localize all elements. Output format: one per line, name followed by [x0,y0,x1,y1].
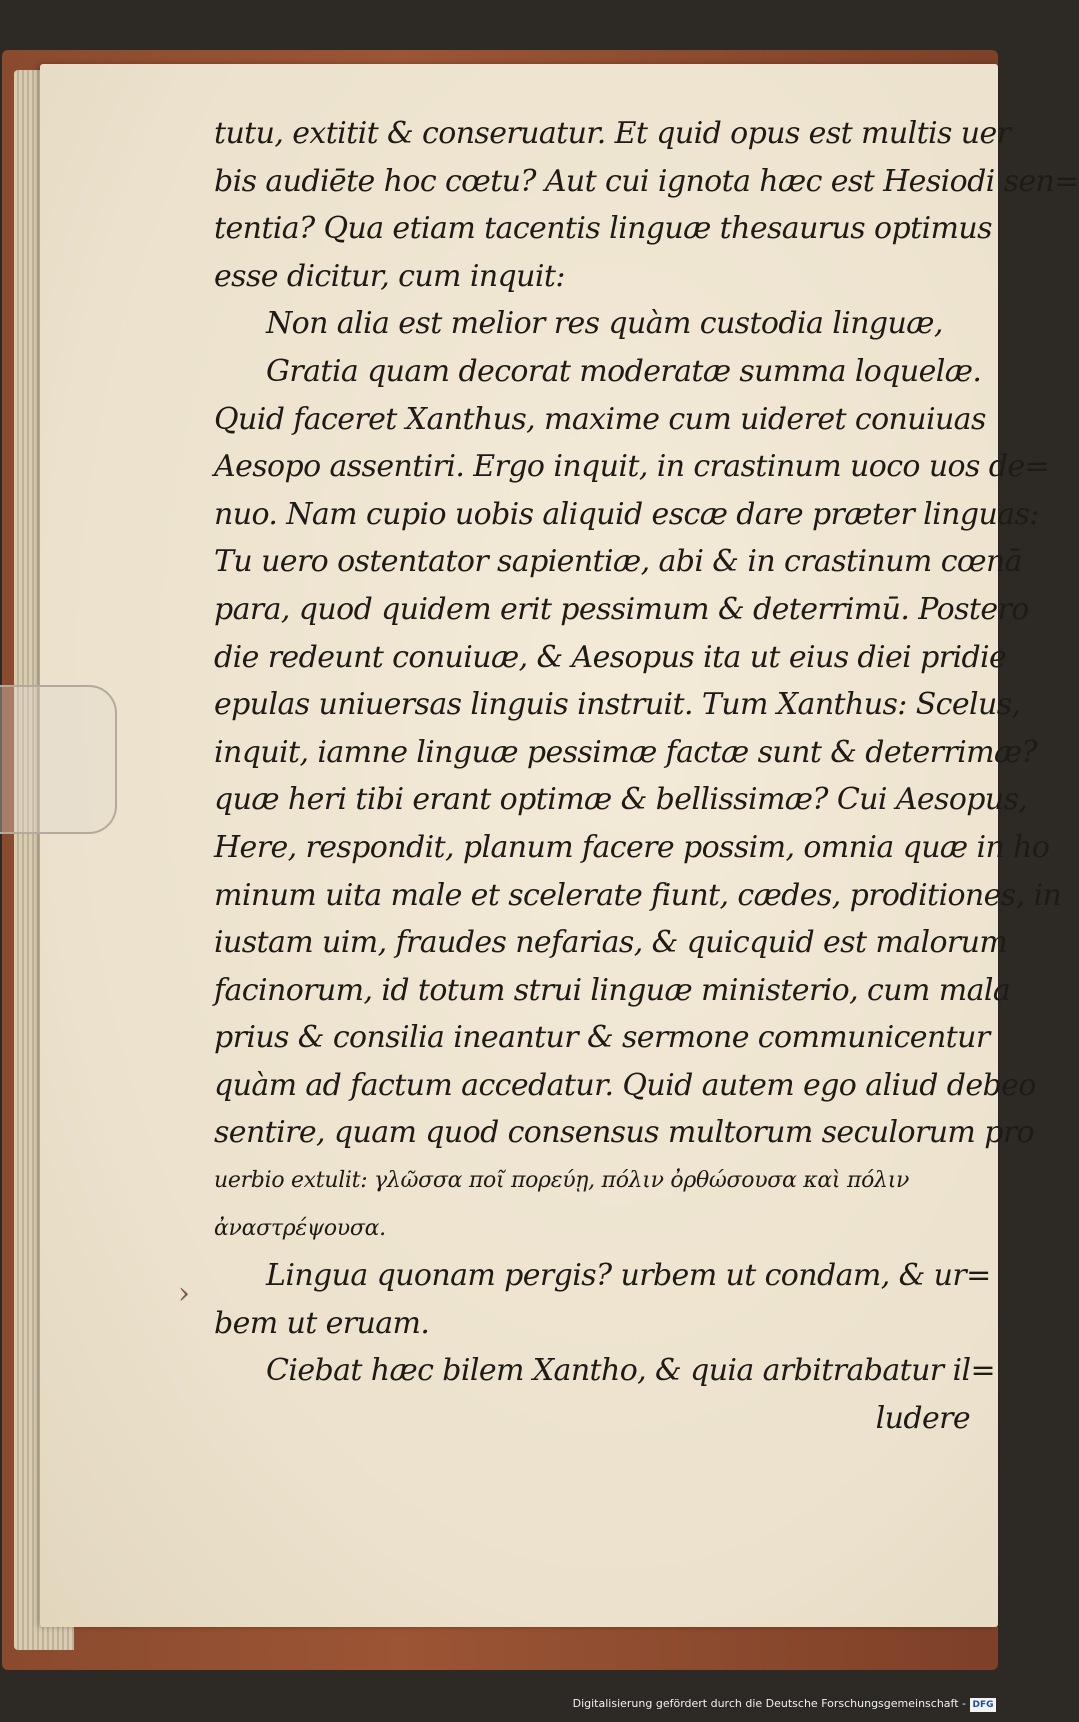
catchword: ludere [875,1401,970,1437]
dfg-logo: DFG [970,1698,996,1712]
text-line: nuo. Nam cupio uobis aliquid escæ dare præter linguas: [214,496,1039,532]
text-line: prius & consilia ineantur & sermone communicentur [214,1020,990,1056]
text-line: para, quod quidem erit pessimum & deterrimū. Postero [214,591,1029,627]
greek-proverb-line: ἀναστρέψουσα. [214,1215,386,1241]
digitization-credit: Digitalisierung gefördert durch die Deutsche Forschungsgemeinschaft - [572,1697,966,1710]
greek-proverb-line: uerbio extulit: γλῶσσα ποῖ πορεύῃ, πόλιν ὀρθώσουσα καὶ πόλιν [214,1168,910,1194]
text-line: epulas uniuersas linguis instruit. Tum Xanthus: Scelus, [214,687,1021,723]
text-line: tentia? Qua etiam tacentis linguæ thesaurus optimus [214,211,992,247]
text-line: bis audiēte hoc cœtu? Aut cui ignota hæc est Hesiodi sen= [214,163,1079,199]
text-line: Tu uero ostentator sapientiæ, abi & in crastinum cœnā [214,544,1022,580]
text-line: iustam uim, fraudes nefarias, & quicquid est malorum [214,925,1008,961]
text-line: Here, respondit, planum facere possim, omnia quæ in ho [214,829,1050,865]
text-line: tutu, extitit & conseruatur. Et quid opus est multis uer [214,116,1011,151]
text-line: Aesopo assentiri. Ergo inquit, in crastinum uoco uos de= [214,449,1050,485]
text-line: Ciebat hæc bilem Xantho, & quia arbitrabatur il= [266,1353,996,1389]
text-line: sentire, quam quod consensus multorum seculorum pro [214,1115,1035,1151]
text-line: quæ heri tibi erant optimæ & bellissimæ? Cui Aesopus, [214,782,1028,818]
text-line: Quid faceret Xanthus, maxime cum uideret conuiuas [214,401,986,437]
text-line: inquit, iamne linguæ pessimæ factæ sunt & deterrimæ? [214,734,1038,770]
margin-mark: › [178,1276,190,1311]
page-text [214,110,1079,1443]
text-line: quàm ad factum accedatur. Quid autem ego aliud debeo [214,1067,1036,1103]
text-line: minum uita male et scelerate fiunt, cædes, proditiones, in [214,877,1062,913]
text-line: Lingua quonam pergis? urbem ut condam, & ur= [266,1258,991,1294]
text-line: esse dicitur, cum inquit: [214,258,565,294]
text-line: facinorum, id totum strui linguæ ministerio, cum mala [214,972,1011,1008]
text-line: bem ut eruam. [214,1305,430,1341]
verse-line: Gratia quam decorat moderatæ summa loquelæ. [266,353,982,389]
verse-line: Non alia est melior res quàm custodia linguæ, [266,306,943,342]
text-line: die redeunt conuiuæ, & Aesopus ita ut eius diei pridie [214,639,1007,675]
page-clip [0,685,117,834]
